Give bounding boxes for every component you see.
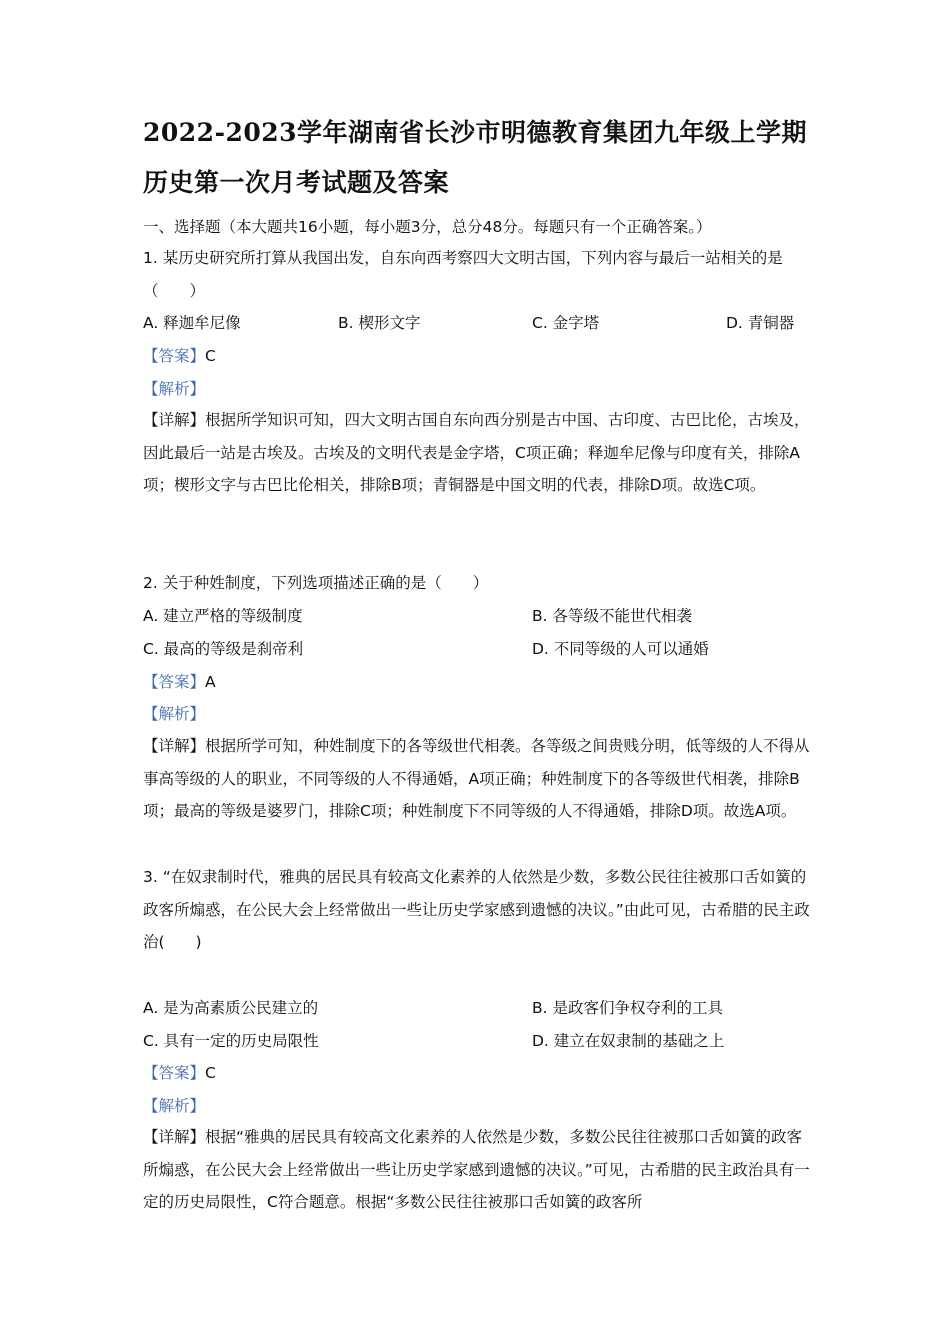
q1-detail-text: 根据所学知识可知，四大文明古国自东向西分别是古中国、古印度、古巴比伦，古埃及，因此最后一站是古埃及。古埃及的文明代表是金字塔，C项正确；释迦牟尼像与印度有关，排除A项；楔形文字与古巴比伦相关，排除B项；青铜器是中国文明的代表，排除D项。故选C项。 <box>143 411 810 494</box>
document-title: 2022-2023学年湖南省长沙市明德教育集团九年级上学期历史第一次月考试题及答案 <box>143 118 808 197</box>
q2-stem: 2. 关于种姓制度，下列选项描述正确的是（ ） <box>143 574 489 592</box>
q3-option-b: B. 是政客们争权夺利的工具 <box>532 999 723 1017</box>
q3-option-a: A. 是为高素质公民建立的 <box>143 999 319 1017</box>
q1-answer-value: C <box>205 347 216 365</box>
q1-stem: 1. 某历史研究所打算从我国出发，自东向西考察四大文明古国，下列内容与最后一站相关的是（ ） <box>143 249 783 300</box>
answer-label: 【答案】 <box>143 1064 206 1082</box>
q3-analysis <box>143 1095 205 1117</box>
q1-detail <box>143 404 811 502</box>
q1-option-a: A. 释迦牟尼像 <box>143 314 241 332</box>
detail-label: 【详解】 <box>143 411 206 429</box>
q2-option-d: D. 不同等级的人可以通婚 <box>532 640 709 658</box>
detail-label: 【详解】 <box>143 1128 206 1146</box>
q3-answer-value: C <box>205 1064 216 1082</box>
detail-label: 【详解】 <box>143 737 206 755</box>
q3-answer <box>143 1062 216 1084</box>
analysis-label: 【解析】 <box>143 380 206 398</box>
q2-detail-text: 根据所学可知，种姓制度下的各等级世代相袭。各等级之间贵贱分明，低等级的人不得从事高等级的人的职业，不同等级的人不得通婚，A项正确；种姓制度下的各等级世代相袭，排除B项；最高的等级是婆罗门，排除C项；种姓制度下不同等级的人不得通婚，排除D项。故选A项。 <box>143 737 810 820</box>
section-heading: 一、选择题（本大题共16小题，每小题3分，总分48分。每题只有一个正确答案。） <box>143 218 712 236</box>
q3-option-d: D. 建立在奴隶制的基础之上 <box>532 1032 725 1050</box>
q2-answer <box>143 671 216 693</box>
answer-label: 【答案】 <box>143 673 206 691</box>
analysis-label: 【解析】 <box>143 705 206 723</box>
q1-option-b: B. 楔形文字 <box>338 314 421 332</box>
q1-analysis <box>143 378 205 400</box>
q2-option-c: C. 最高的等级是刹帝利 <box>143 640 304 658</box>
q1-answer <box>143 345 216 367</box>
q1-option-c: C. 金字塔 <box>532 314 600 332</box>
q2-answer-value: A <box>205 673 216 691</box>
q3-option-c: C. 具有一定的历史局限性 <box>143 1032 319 1050</box>
answer-label: 【答案】 <box>143 347 206 365</box>
analysis-label: 【解析】 <box>143 1097 206 1115</box>
q2-option-b: B. 各等级不能世代相袭 <box>532 607 692 625</box>
q1-option-d: D. 青铜器 <box>726 314 795 332</box>
q3-detail <box>143 1121 811 1219</box>
q2-detail <box>143 730 811 828</box>
q3-stem: 3. “在奴隶制时代，雅典的居民具有较高文化素养的人依然是少数，多数公民往往被那口舌如簧的政客所煽惑，在公民大会上经常做出一些让历史学家感到遗憾的决议。”由此可见，古希腊的民主政治( ) <box>143 868 810 951</box>
q2-analysis <box>143 703 205 725</box>
q2-option-a: A. 建立严格的等级制度 <box>143 607 303 625</box>
q3-detail-text: 根据“雅典的居民具有较高文化素养的人依然是少数，多数公民往往被那口舌如簧的政客所煽惑，在公民大会上经常做出一些让历史学家感到遗憾的决议。”可见，古希腊的民主政治具有一定的历史局限性，C符合题意。根据“多数公民往往被那口舌如簧的政客所 <box>143 1128 810 1211</box>
